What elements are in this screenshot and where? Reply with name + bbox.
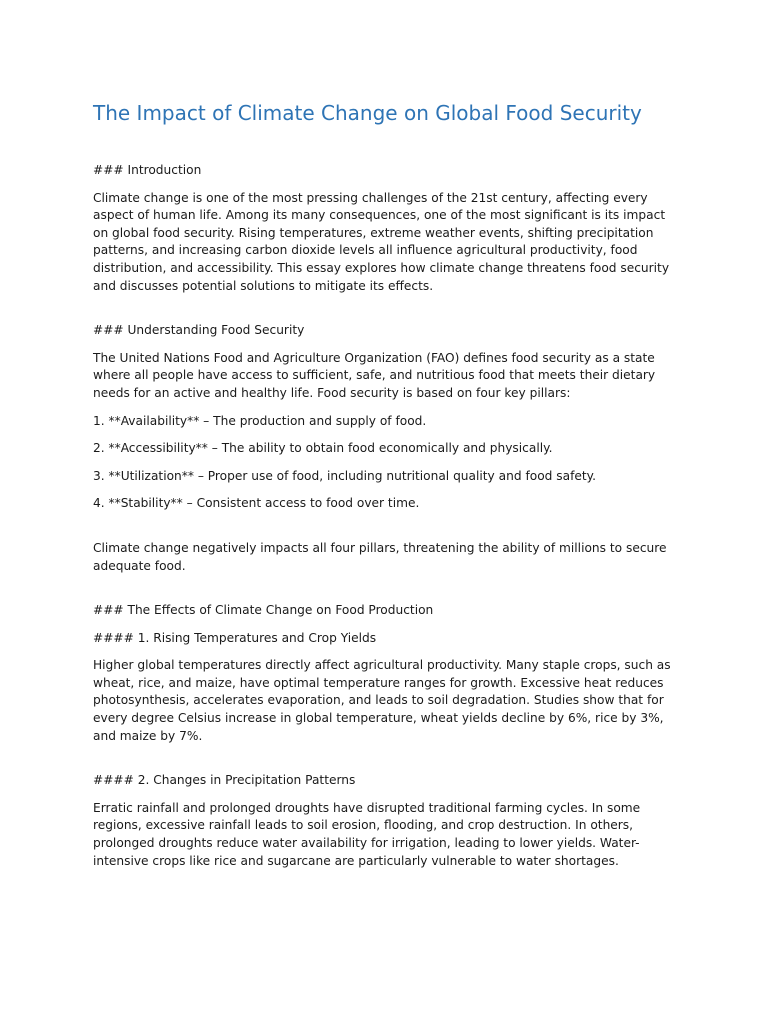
pillars-summary: Climate change negatively impacts all four pillars, threatening the ability of millions to secure adequate food.	[93, 540, 667, 573]
precip-heading: #### 2. Changes in Precipitation Patterns	[93, 773, 356, 788]
list-item: 3. **Utilization** – Proper use of food, including nutritional quality and food safety.	[93, 468, 596, 483]
food-security-heading: ### Understanding Food Security	[93, 323, 305, 338]
intro-paragraph: Climate change is one of the most pressing challenges of the 21st century, affecting every aspect of human life. Among its many consequences, one of the most significant is its impact on global food security. Rising temperatures, extreme weather events, shifting precipitation patterns, and increasing carbon dioxide levels all influence agricultural productivity, food distribution, and accessibility. This essay explores how climate change threatens food security and discusses potential solutions to mitigate its effects.	[93, 190, 670, 293]
list-item: 1. **Availability** – The production and supply of food.	[93, 413, 427, 428]
list-item: 2. **Accessibility** – The ability to obtain food economically and physically.	[93, 441, 553, 456]
document-title: The Impact of Climate Change on Global Food Security	[93, 101, 642, 125]
precip-paragraph: Erratic rainfall and prolonged droughts have disrupted traditional farming cycles. In some regions, excessive rainfall leads to soil erosion, flooding, and crop destruction. In others, prolonged droughts reduce water availability for irrigation, leading to lower yields. Water-intensive crops like rice and sugarcane are particularly vulnerable to water shortages.	[93, 800, 641, 868]
intro-heading: ### Introduction	[93, 163, 202, 177]
effects-heading: ### The Effects of Climate Change on Food Production	[93, 603, 434, 618]
temps-heading: #### 1. Rising Temperatures and Crop Yields	[93, 630, 377, 645]
pillars-list	[93, 413, 678, 513]
food-security-paragraph: The United Nations Food and Agriculture Organization (FAO) defines food security as a state where all people have access to sufficient, safe, and nutritious food that meets their dietary needs for an active and healthy life. Food security is based on four key pillars:	[93, 350, 656, 400]
document-body	[93, 99, 678, 880]
temps-paragraph: Higher global temperatures directly affect agricultural productivity. Many staple crops, such as wheat, rice, and maize, have optimal temperature ranges for growth. Excessive heat reduces photosynthesis, accelerates evaporation, and leads to soil degradation. Studies show that for every degree Celsius increase in global temperature, wheat yields decline by 6%, rice by 3%, and maize by 7%.	[93, 658, 671, 743]
list-item: 4. **Stability** – Consistent access to food over time.	[93, 496, 420, 511]
